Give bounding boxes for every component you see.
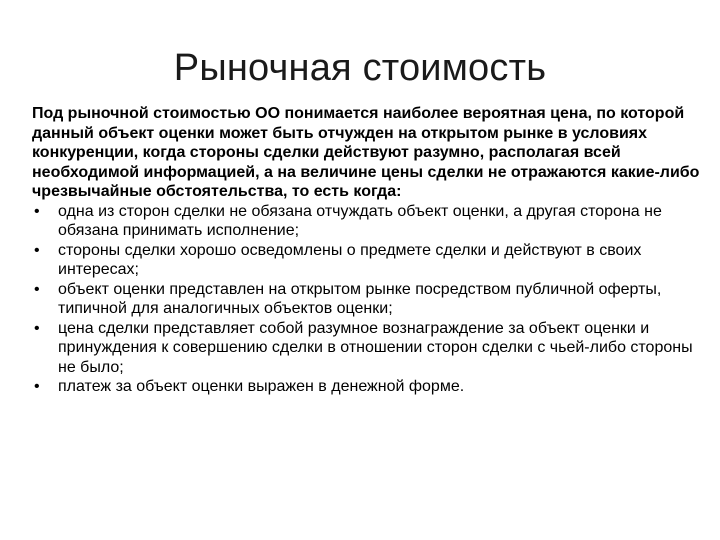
list-item-text: одна из сторон сделки не обязана отчуждать объект оценки, а другая сторона не обязана принимать исполнение; — [58, 202, 662, 239]
bullet-icon: • — [34, 241, 40, 259]
bullet-icon: • — [34, 202, 40, 220]
list-item-text: платеж за объект оценки выражен в денежной форме. — [58, 378, 465, 395]
list-item-text: объект оценки представлен на открытом рынке посредством публичной оферты, типичной для аналогичных объектов оценки; — [58, 280, 662, 317]
bullet-icon: • — [34, 378, 40, 395]
slide-title: Рыночная стоимость — [173, 47, 547, 89]
list-item — [32, 202, 700, 241]
bullet-icon: • — [34, 319, 40, 337]
list-item-text: стороны сделки хорошо осведомлены о предмете сделки и действуют в своих интересах; — [58, 241, 642, 278]
list-item — [32, 280, 700, 319]
conditions-list — [32, 202, 700, 397]
list-item-text: цена сделки представляет собой разумное вознаграждение за объект оценки и принуждения к совершению сделки в отношении сторон сделки с чьей-либо стороны не было; — [58, 319, 693, 376]
slide-body — [32, 104, 700, 397]
bullet-icon: • — [34, 280, 40, 298]
list-item — [32, 319, 700, 378]
list-item — [32, 377, 700, 397]
list-item — [32, 241, 700, 280]
definition-paragraph: Под рыночной стоимостью ОО понимается наиболее вероятная цена, по которой данный объект оценки может быть отчужден на открытом рынке в условиях конкуренции, когда стороны сделки действуют разумно, располагая всей необходимой информацией, а на величине цены сделки не отражаются какие-либо чрезвычайные обстоятельства, то есть когда: — [32, 105, 700, 200]
